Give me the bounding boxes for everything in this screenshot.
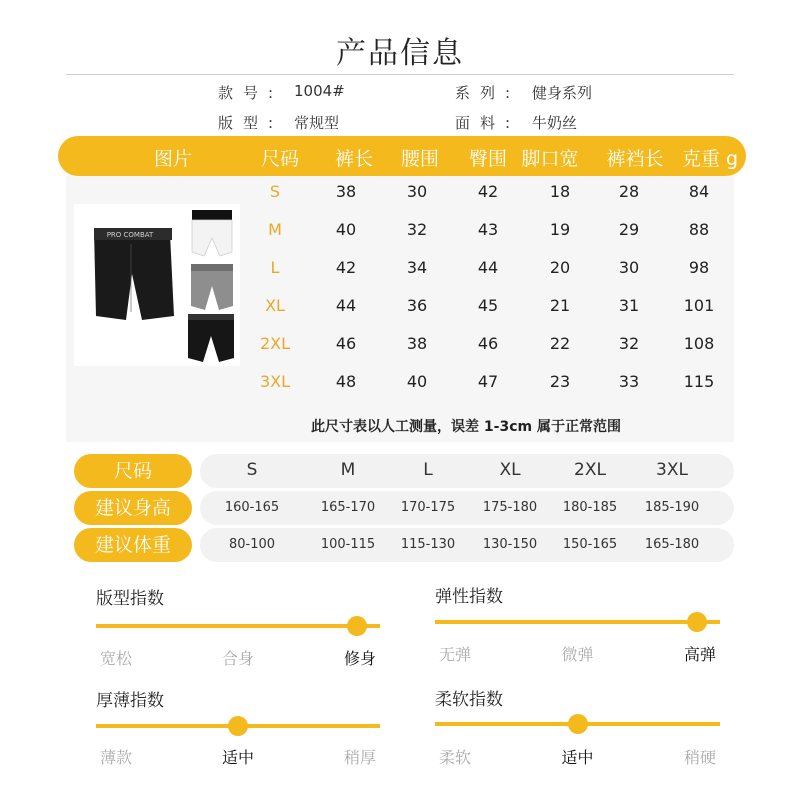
index-title: 柔软指数 <box>435 690 503 710</box>
size-cell-rise: 29 <box>618 220 640 239</box>
size-cell-weight: 84 <box>688 182 710 201</box>
height-row <box>200 491 734 525</box>
header-hip: 臀围 <box>468 148 508 170</box>
size-cell-leg-opening: 19 <box>549 220 571 239</box>
size-cell-length: 42 <box>335 258 357 277</box>
header-length: 裤长 <box>334 148 374 170</box>
size-cell-hip: 46 <box>477 334 499 353</box>
size-cell-leg-opening: 21 <box>549 296 571 315</box>
size-cell-size: S <box>269 182 281 201</box>
index-knob <box>687 612 707 632</box>
header-weight: 克重 g <box>681 148 739 170</box>
size-cell-leg-opening: 23 <box>549 372 571 391</box>
size-cell-rise: 30 <box>618 258 640 277</box>
size-cell-weight: 101 <box>683 296 715 315</box>
info-label-style-no: 款号: <box>218 84 284 102</box>
index-label: 高弹 <box>683 645 717 664</box>
index-label: 稍厚 <box>343 748 377 767</box>
size-cell-length: 48 <box>335 372 357 391</box>
recommend-value: 80-100 <box>228 537 276 552</box>
index-label: 合身 <box>221 649 255 668</box>
size-cell-length: 44 <box>335 296 357 315</box>
weight-row <box>200 528 734 562</box>
size-table-header <box>58 136 746 176</box>
size-cell-hip: 47 <box>477 372 499 391</box>
size-cell-size: 3XL <box>259 372 291 391</box>
index-title: 厚薄指数 <box>96 691 164 711</box>
size-cell-rise: 28 <box>618 182 640 201</box>
index-label: 无弹 <box>438 645 472 664</box>
index-knob <box>347 616 367 636</box>
row-label-size: 尺码 <box>74 454 192 488</box>
size-cell-rise: 33 <box>618 372 640 391</box>
info-label-series: 系列: <box>455 84 521 102</box>
size-cell-rise: 32 <box>618 334 640 353</box>
size-cell-weight: 98 <box>688 258 710 277</box>
recommend-value: 180-185 <box>562 500 618 515</box>
size-cell-length: 38 <box>335 182 357 201</box>
index-track <box>435 620 720 624</box>
info-label-fit: 版型: <box>218 114 284 132</box>
index-title: 弹性指数 <box>435 587 503 607</box>
size-cell-waist: 30 <box>406 182 428 201</box>
size-cell-leg-opening: 22 <box>549 334 571 353</box>
size-cell-size: 2XL <box>259 334 291 353</box>
index-label: 宽松 <box>99 649 133 668</box>
size-cell-weight: 115 <box>683 372 715 391</box>
recommend-value: 130-150 <box>482 537 538 552</box>
product-image <box>74 204 240 366</box>
info-value-fit: 常规型 <box>294 114 340 132</box>
recommend-value: 165-170 <box>320 500 376 515</box>
page-title: 产品信息 <box>336 36 464 71</box>
size-cell-hip: 43 <box>477 220 499 239</box>
size-table-body <box>66 176 734 442</box>
index-title: 版型指数 <box>96 589 164 609</box>
recommend-value: 3XL <box>656 460 688 480</box>
size-cell-hip: 44 <box>477 258 499 277</box>
recommend-value: 2XL <box>574 460 606 480</box>
info-value-series: 健身系列 <box>532 84 593 102</box>
recommend-value: 170-175 <box>400 500 456 515</box>
recommend-value: 115-130 <box>400 537 456 552</box>
recommend-value: 175-180 <box>482 500 538 515</box>
recommend-value: M <box>340 460 356 480</box>
row-label-height: 建议身高 <box>74 491 192 525</box>
size-cell-size: XL <box>265 296 285 315</box>
index-label: 薄款 <box>99 748 133 767</box>
row-label-weight: 建议体重 <box>74 528 192 562</box>
index-knob <box>568 714 588 734</box>
recommend-value: 100-115 <box>320 537 376 552</box>
size-cell-waist: 40 <box>406 372 428 391</box>
index-knob <box>228 716 248 736</box>
waistband-text: PRO COMBAT <box>106 231 154 239</box>
header-rise: 裤裆长 <box>606 148 664 170</box>
index-label: 适中 <box>561 748 594 767</box>
title-divider <box>66 74 734 75</box>
recommend-value: 185-190 <box>644 500 700 515</box>
size-cell-waist: 34 <box>406 258 428 277</box>
size-cell-hip: 42 <box>477 182 499 201</box>
info-value-style-no: 1004# <box>294 82 345 100</box>
recommend-value: 165-180 <box>644 537 700 552</box>
info-label-fabric: 面料: <box>455 114 521 132</box>
size-row <box>200 454 734 488</box>
size-cell-leg-opening: 18 <box>549 182 571 201</box>
size-cell-length: 46 <box>335 334 357 353</box>
size-cell-size: M <box>268 220 282 239</box>
index-track <box>96 624 380 628</box>
size-cell-hip: 45 <box>477 296 499 315</box>
size-cell-leg-opening: 20 <box>549 258 571 277</box>
size-cell-weight: 88 <box>688 220 710 239</box>
recommend-value: S <box>246 460 258 480</box>
header-waist: 腰围 <box>400 148 440 170</box>
size-cell-length: 40 <box>335 220 357 239</box>
size-cell-size: L <box>270 258 280 277</box>
header-leg-opening: 脚口宽 <box>521 148 579 170</box>
index-label: 稍硬 <box>683 748 717 767</box>
size-cell-weight: 108 <box>683 334 715 353</box>
size-cell-waist: 36 <box>406 296 428 315</box>
recommend-value: 160-165 <box>224 500 280 515</box>
size-cell-waist: 38 <box>406 334 428 353</box>
size-cell-rise: 31 <box>618 296 640 315</box>
index-label: 修身 <box>343 649 377 668</box>
header-size: 尺码 <box>260 148 300 170</box>
recommend-value: L <box>423 460 433 480</box>
recommend-value: XL <box>499 460 521 480</box>
recommend-value: 150-165 <box>562 537 618 552</box>
measurement-note: 此尺寸表以人工测量，误差 1-3cm 属于正常范围 <box>311 419 621 435</box>
index-label: 柔软 <box>438 748 472 767</box>
index-label: 微弹 <box>561 645 594 664</box>
info-value-fabric: 牛奶丝 <box>532 114 578 132</box>
index-label: 适中 <box>221 748 255 767</box>
size-cell-waist: 32 <box>406 220 428 239</box>
header-image: 图片 <box>153 148 193 170</box>
